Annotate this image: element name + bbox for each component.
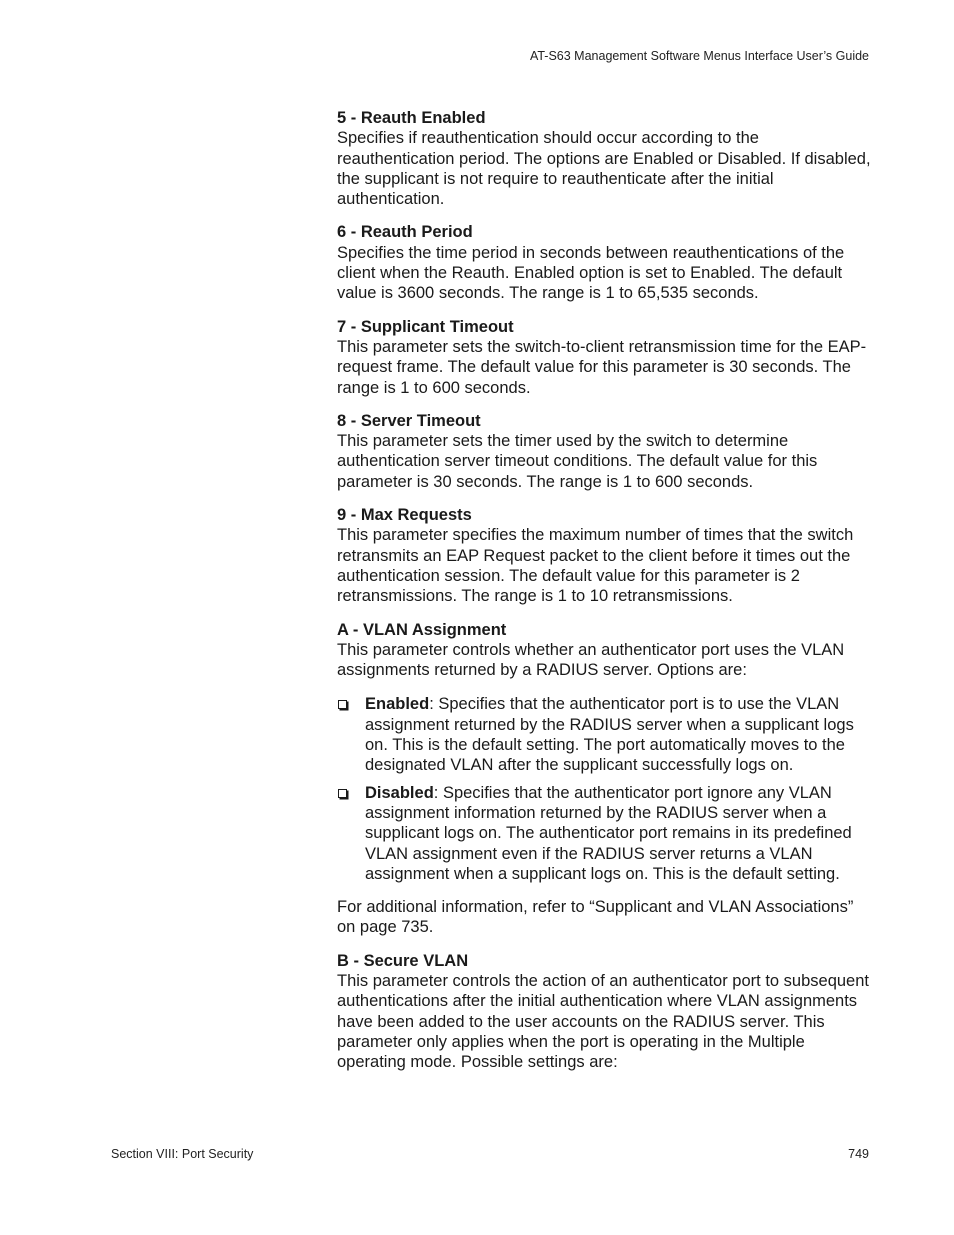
section-max-requests — [337, 505, 872, 606]
section-heading: B - Secure VLAN — [337, 951, 469, 970]
footer-section-title: Section VIII: Port Security — [111, 1147, 254, 1161]
section-heading: 6 - Reauth Period — [337, 223, 473, 242]
running-header: AT-S63 Management Software Menus Interface User’s Guide — [529, 49, 869, 63]
section-paragraph: Specifies if reauthentication should occur according to the reauthentication period. The options are Enabled or Disabled. If disabled, the supplicant is not require to reauthenticate after the initial authentication. — [337, 129, 871, 209]
section-paragraph: This parameter controls whether an authenticator port uses the VLAN assignments returned by a RADIUS server. Options are: — [337, 640, 845, 680]
section-heading: 9 - Max Requests — [337, 506, 472, 525]
section-paragraph: This parameter controls the action of an authenticator port to subsequent authentications after the initial authentication where VLAN assignments have been added to the user accounts on the RADIUS server. This parameter only applies when the port is operating in the Multiple operating mode. Possible settings are: — [337, 971, 869, 1072]
section-reauth-period — [337, 222, 872, 303]
checkbox-bullet-icon — [338, 700, 347, 709]
section-paragraph: This parameter specifies the maximum number of times that the switch retransmits an EAP Request packet to the client before it times out the authentication session. The default value for this parameter is 2 retransmissions. The range is 1 to 10 retransmissions. — [337, 526, 854, 606]
section-heading: A - VLAN Assignment — [337, 620, 507, 639]
section-heading: 8 - Server Timeout — [337, 411, 481, 430]
section-vlan-assignment — [337, 620, 872, 938]
section-paragraph: This parameter sets the switch-to-client retransmission time for the EAP-request frame. The default value for this parameter is 30 seconds. The range is 1 to 600 seconds. — [337, 337, 867, 397]
cross-reference-paragraph: For additional information, refer to “Supplicant and VLAN Associations” on page 735. — [337, 898, 854, 937]
list-item-enabled — [337, 694, 872, 775]
section-supplicant-timeout — [337, 317, 872, 398]
option-description: : Specifies that the authenticator port is to use the VLAN assignment returned by the RADIUS server when a supplicant logs on. This is the default setting. The port automatically moves to the designated VLAN after the supplicant successfully logs on. — [365, 695, 854, 775]
option-term: Disabled — [365, 783, 434, 802]
section-heading: 7 - Supplicant Timeout — [337, 317, 514, 336]
section-server-timeout — [337, 411, 872, 492]
section-paragraph: Specifies the time period in seconds between reauthentications of the client when the Reauth. Enabled option is set to Enabled. The default value is 3600 seconds. The range is 1 to 65,535 seconds. — [337, 243, 845, 303]
page-body — [337, 108, 872, 1085]
section-reauth-enabled — [337, 108, 872, 209]
section-secure-vlan — [337, 951, 872, 1073]
checkbox-bullet-icon — [338, 789, 347, 798]
options-list — [337, 694, 872, 884]
section-heading: 5 - Reauth Enabled — [337, 109, 486, 127]
page-number: 749 — [848, 1147, 869, 1161]
option-description: : Specifies that the authenticator port ignore any VLAN assignment information returned by the RADIUS server when a supplicant logs on. The authenticator port remains in its predefined VLAN assignment even if the RADIUS server returns a VLAN assignment when a supplicant logs on. This is the default setting. — [365, 783, 852, 883]
section-paragraph: This parameter sets the timer used by the switch to determine authentication server timeout conditions. The default value for this parameter is 30 seconds. The range is 1 to 600 seconds. — [337, 432, 818, 491]
list-item-disabled — [337, 783, 872, 884]
option-term: Enabled — [365, 695, 430, 714]
